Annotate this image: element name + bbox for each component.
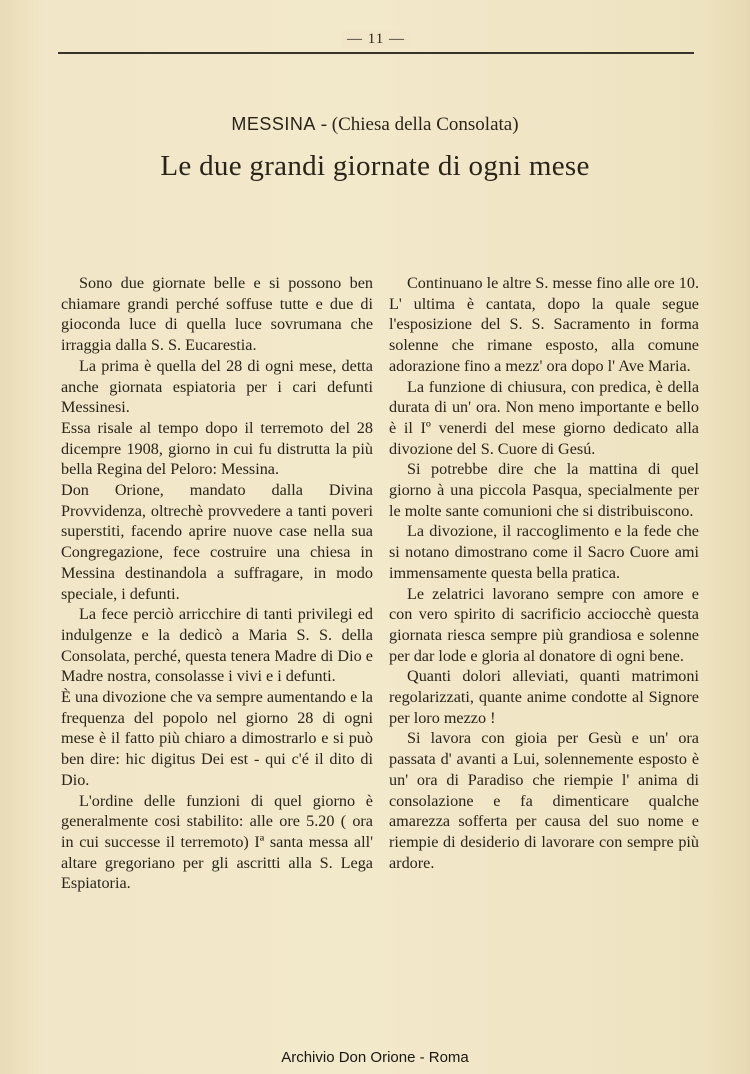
paragraph: Don Orione, mandato dalla Divina Provvidenza, oltrechè provvedere a tanti poveri superstiti, facendo aprire nuove case nella sua Congregazione, fece costruire una chiesa in Messina destinandola a suffragare, in modo speciale, i defunti. — [61, 481, 373, 603]
left-column — [61, 273, 373, 894]
right-column — [389, 273, 699, 873]
section-heading — [0, 114, 750, 136]
section-city: MESSINA — [231, 114, 316, 134]
paragraph: Continuano le altre S. messe fino alle ore 10. L' ultima è cantata, dopo la quale segue l'esposizione del S. S. Sacramento in forma solenne che rimane esposto, alla comune adorazione fino a mezz' ora dopo l' Ave Maria. — [389, 274, 699, 375]
article-title: Le due grandi giornate di ogni mese — [160, 150, 590, 182]
paragraph: Si lavora con gioia per Gesù e un' ora passata d' avanti a Lui, solennemente esposto è un' ora di Paradiso che riempie l' anima di consolazione e fa dimenticare qualche amarezza sofferta per causa del suo nome e riempie di desiderio di lavorare con sempre più ardore. — [389, 729, 699, 872]
paragraph: La prima è quella del 28 di ogni mese, detta anche giornata espiatoria per i cari defunti Messinesi. — [61, 356, 373, 417]
paragraph: Si potrebbe dire che la mattina di quel giorno à una piccola Pasqua, specialmente per le molte sante comunioni che si distribuiscono. — [389, 460, 699, 520]
paragraph: Sono due giornate belle e si possono ben chiamare grandi perché soffuse tutte e due di gioconda luce di quella luce sovrumana che irraggia dalla S. S. Eucarestia. — [61, 274, 373, 355]
paragraph: Quanti dolori alleviati, quanti matrimoni regolarizzati, quante anime condotte al Signore per loro mezzo ! — [389, 667, 699, 727]
paragraph: Essa risale al tempo dopo il terremoto del 28 dicempre 1908, giorno in cui fu distrutta la più bella Regina del Peloro: Messina. — [61, 418, 373, 479]
paragraph: L'ordine delle funzioni di quel giorno è generalmente cosi stabilito: alle ore 5.20 ( ora in cui successe il terremoto) Iª santa messa all' altare gregoriano per gli ascritti alla S. Lega Espiatoria. — [61, 791, 373, 893]
page-number: — 11 — — [341, 31, 411, 48]
archive-footer: Archivio Don Orione - Roma — [281, 1049, 469, 1066]
paragraph: È una divozione che va sempre aumentando e la frequenza del popolo nel giorno 28 di ogni mese è il fatto più chiaro a dimostrarlo e si può ben dire: hic digitus Dei est - qui c'é il dito di Dio. — [61, 688, 373, 789]
page-header — [58, 30, 694, 54]
paragraph: Le zelatrici lavorano sempre con amore e con vero spirito di sacrificio acciocchè questa giornata riesca sempre più grandiosa e solenne per dar lode e gloria al donatore di ogni bene. — [389, 584, 699, 665]
paragraph: La fece perciò arricchire di tanti privilegi ed indulgenze e la dedicò a Maria S. S. della Consolata, perché, questa tenera Madre di Dio e Madre nostra, consolasse i vivi e i defunti. — [61, 605, 373, 686]
section-separator: - — [315, 114, 332, 135]
section-church: (Chiesa della Consolata) — [331, 114, 519, 135]
paragraph: La divozione, il raccoglimento e la fede che si notano dimostrano come il Sacro Cuore ami immensamente questa bella pratica. — [389, 522, 699, 582]
paragraph: La funzione di chiusura, con predica, è della durata di un' ora. Non meno importante e bello è il Iº venerdi del mese giorno dedicato alla divozione del S. Cuore di Gesú. — [389, 377, 699, 458]
